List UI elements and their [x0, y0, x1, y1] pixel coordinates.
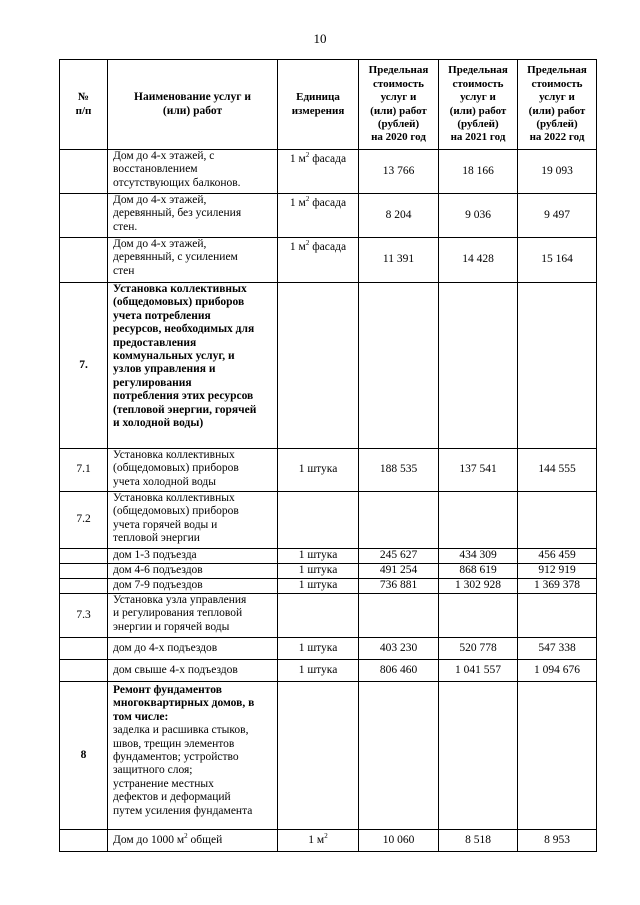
- table-row: [60, 660, 597, 682]
- row-unit: [278, 594, 359, 638]
- row-name: дом 4-6 подъездов: [108, 564, 278, 579]
- table-row: [60, 492, 597, 549]
- row-num: [60, 638, 108, 660]
- value-2020: 8 204: [359, 194, 439, 238]
- row-num: 7.2: [60, 492, 108, 549]
- value-2021: 520 778: [439, 638, 518, 660]
- row-name: [108, 682, 278, 830]
- table-row: [60, 238, 597, 283]
- value-2020: 806 460: [359, 660, 439, 682]
- value-2021: [439, 492, 518, 549]
- value-2020: [359, 283, 439, 449]
- table-row: [60, 150, 597, 194]
- table-row: [60, 194, 597, 238]
- value-2022: 456 459: [518, 549, 597, 564]
- table-row: [60, 283, 597, 449]
- row-unit: 1 штука: [278, 638, 359, 660]
- row-num: 7.3: [60, 594, 108, 638]
- table-row: [60, 564, 597, 579]
- value-2021: 14 428: [439, 238, 518, 283]
- row-name: Установка коллективных (общедомовых) приборов учета потребления ресурсов, необходимых для предоставления коммунальных услуг, и узлов управления и регулирования потребления этих ресурсов (тепловой энергии, горячей и холодной воды): [108, 283, 278, 449]
- value-2021: 1 302 928: [439, 579, 518, 594]
- row-num: [60, 194, 108, 238]
- value-2020: [359, 492, 439, 549]
- row-name: дом свыше 4-х подъездов: [108, 660, 278, 682]
- row-unit: 1 штука: [278, 449, 359, 492]
- header-unit: Единица измерения: [278, 60, 359, 150]
- row-num: [60, 549, 108, 564]
- page-number: 10: [313, 31, 327, 46]
- row-num: [60, 660, 108, 682]
- value-2020: 403 230: [359, 638, 439, 660]
- value-2021: 137 541: [439, 449, 518, 492]
- value-2022: [518, 492, 597, 549]
- value-2021: [439, 594, 518, 638]
- value-2020: 736 881: [359, 579, 439, 594]
- row-num: [60, 238, 108, 283]
- value-2022: 15 164: [518, 238, 597, 283]
- row-unit: 1 штука: [278, 564, 359, 579]
- header-num: № п/п: [60, 60, 108, 150]
- value-2022: [518, 682, 597, 830]
- value-2022: 1 094 676: [518, 660, 597, 682]
- value-2022: 144 555: [518, 449, 597, 492]
- row-name: дом до 4-х подъездов: [108, 638, 278, 660]
- value-2022: 547 338: [518, 638, 597, 660]
- value-2022: 9 497: [518, 194, 597, 238]
- row-name: Установка коллективных (общедомовых) приборов учета холодной воды: [108, 449, 278, 492]
- row-name: дом 7-9 подъездов: [108, 579, 278, 594]
- header-name: Наименование услуг и (или) работ: [108, 60, 278, 150]
- value-2022: [518, 283, 597, 449]
- value-2020: 188 535: [359, 449, 439, 492]
- table-row: [60, 594, 597, 638]
- row-unit: [278, 682, 359, 830]
- row-name: Установка узла управления и регулирования тепловой энергии и горячей воды: [108, 594, 278, 638]
- table-row: [60, 449, 597, 492]
- row-name: дом 1-3 подъезда: [108, 549, 278, 564]
- table-row: [60, 682, 597, 830]
- value-2021: 1 041 557: [439, 660, 518, 682]
- row-name: Дом до 1000 $м^2$ общей: [108, 830, 278, 852]
- value-2020: 491 254: [359, 564, 439, 579]
- header-2020: Предельная стоимость услуг и (или) работ (рублей) на 2020 год: [359, 60, 439, 150]
- value-2020: 13 766: [359, 150, 439, 194]
- value-2021: 9 036: [439, 194, 518, 238]
- value-2021: 8 518: [439, 830, 518, 852]
- value-2022: [518, 594, 597, 638]
- row-unit: 1 $м^2$ фасада: [278, 238, 359, 283]
- row-num: [60, 579, 108, 594]
- row-unit: 1 штука: [278, 579, 359, 594]
- row-num: [60, 830, 108, 852]
- value-2020: 10 060: [359, 830, 439, 852]
- table-row: [60, 638, 597, 660]
- value-2020: [359, 682, 439, 830]
- value-2020: [359, 594, 439, 638]
- row-num: 7.1: [60, 449, 108, 492]
- row-num: 8: [60, 682, 108, 830]
- row-name-detail: заделка и расшивка стыков, швов, трещин элементов фундаментов; устройство защитного слоя; устранение местных дефектов и деформаций путем усиления фундамента: [113, 724, 253, 817]
- value-2020: 245 627: [359, 549, 439, 564]
- price-table: [59, 59, 597, 852]
- value-2022: 1 369 378: [518, 579, 597, 594]
- table-row: [60, 549, 597, 564]
- value-2021: [439, 682, 518, 830]
- row-unit: 1 $м^2$ фасада: [278, 150, 359, 194]
- header-2022: Предельная стоимость услуг и (или) работ (рублей) на 2022 год: [518, 60, 597, 150]
- header-2021: Предельная стоимость услуг и (или) работ (рублей) на 2021 год: [439, 60, 518, 150]
- row-name: Установка коллективных (общедомовых) приборов учета горячей воды и тепловой энергии: [108, 492, 278, 549]
- row-name-bold: Ремонт фундаментов многоквартирных домов, в том числе:: [113, 684, 255, 723]
- value-2021: 434 309: [439, 549, 518, 564]
- row-unit: 1 $м^2$: [278, 830, 359, 852]
- row-num: [60, 564, 108, 579]
- value-2021: 868 619: [439, 564, 518, 579]
- value-2021: 18 166: [439, 150, 518, 194]
- value-2021: [439, 283, 518, 449]
- row-unit: 1 штука: [278, 660, 359, 682]
- row-unit: [278, 492, 359, 549]
- row-num: 7.: [60, 283, 108, 449]
- row-name: Дом до 4-х этажей, деревянный, без усиления стен.: [108, 194, 278, 238]
- row-num: [60, 150, 108, 194]
- value-2020: 11 391: [359, 238, 439, 283]
- table-row: [60, 830, 597, 852]
- value-2022: 19 093: [518, 150, 597, 194]
- row-unit: 1 $м^2$ фасада: [278, 194, 359, 238]
- table-row: [60, 579, 597, 594]
- row-unit: 1 штука: [278, 549, 359, 564]
- row-name: Дом до 4-х этажей, деревянный, с усилением стен: [108, 238, 278, 283]
- value-2022: 8 953: [518, 830, 597, 852]
- value-2022: 912 919: [518, 564, 597, 579]
- row-name: Дом до 4-х этажей, с восстановлением отсутствующих балконов.: [108, 150, 278, 194]
- row-unit: [278, 283, 359, 449]
- header-row: [60, 60, 597, 150]
